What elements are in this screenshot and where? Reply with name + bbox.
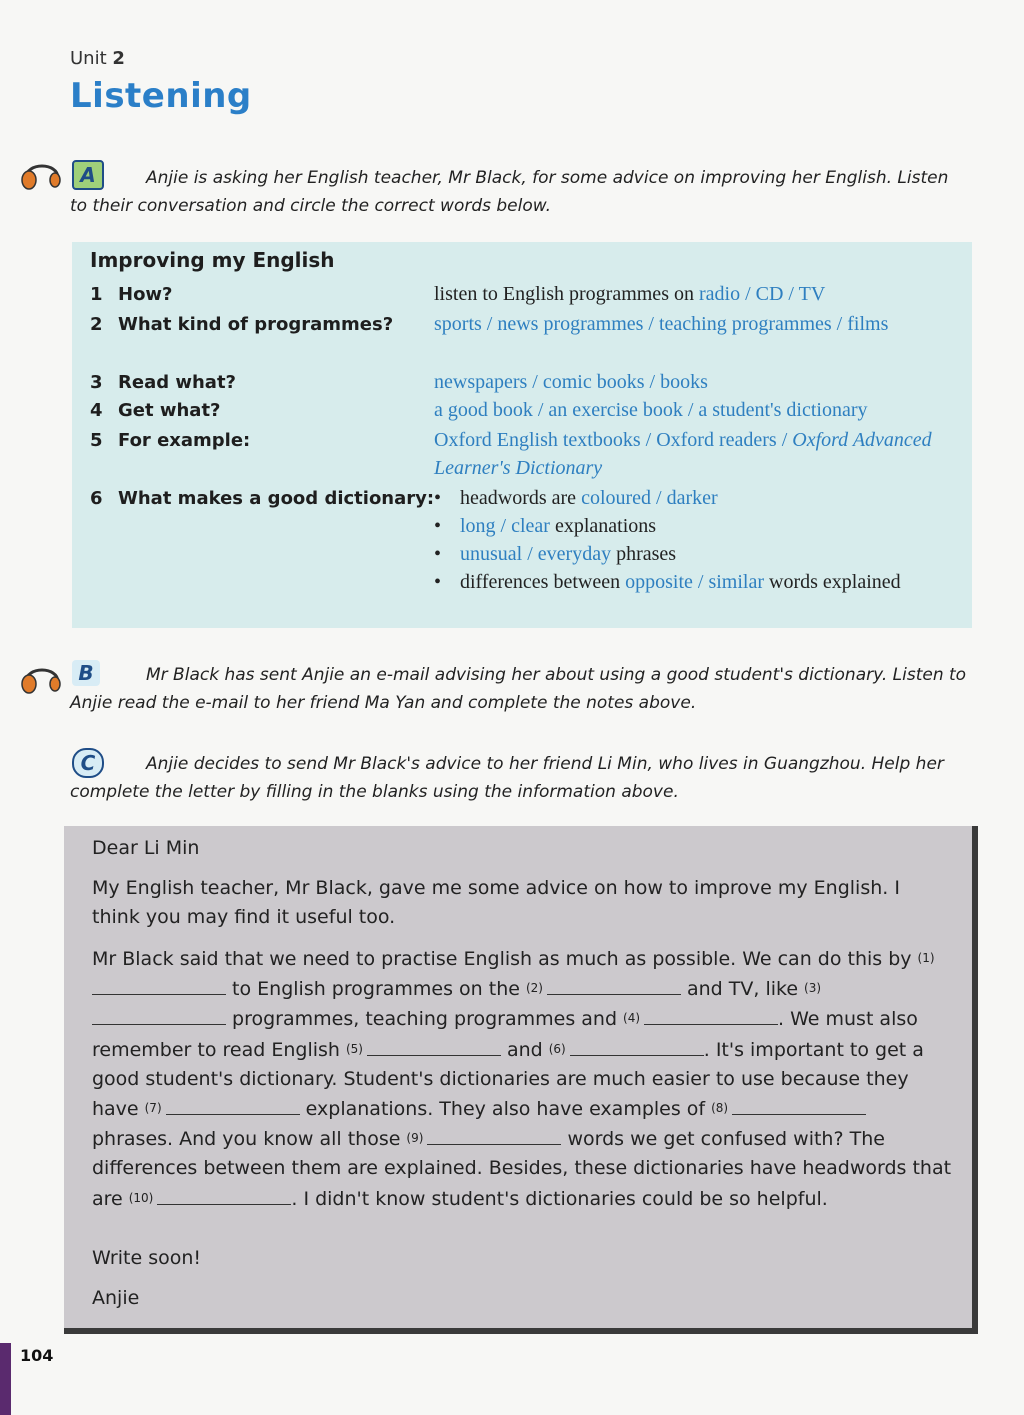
answer-3	[434, 368, 969, 396]
headphones-icon	[20, 660, 64, 696]
blank-6[interactable]	[570, 1037, 704, 1056]
section-c-badge: C	[72, 748, 104, 778]
section-title: Listening	[70, 76, 252, 116]
answer-3-options[interactable]: newspapers / comic books / books	[434, 371, 708, 393]
letter-paragraph-1: My English teacher, Mr Black, gave me some advice on how to improve my English. I think you may find it useful too.	[92, 877, 900, 929]
blank-8[interactable]	[732, 1096, 866, 1115]
answer-2-options[interactable]: sports / news programmes / teaching programmes / films	[434, 313, 889, 335]
question-4: 4 Get what?	[90, 400, 221, 421]
answer-5-options-italic[interactable]: Oxford Advanced Learner's Dictionary	[434, 429, 932, 479]
section-b-instruction	[70, 661, 970, 717]
section-a-badge: A	[72, 160, 104, 190]
page-tab	[0, 1343, 11, 1415]
bullet-3: • unusual / everyday phrases	[434, 543, 677, 565]
page-number: 104	[20, 1346, 54, 1365]
bullet-4: • differences between opposite / similar words explained	[434, 571, 901, 593]
answer-4-options[interactable]: a good book / an exercise book / a student's dictionary	[434, 399, 868, 421]
letter-box	[64, 826, 978, 1334]
question-2: 2 What kind of programmes?	[90, 314, 394, 335]
answer-1-options[interactable]: radio / CD / TV	[698, 283, 826, 305]
blank-4[interactable]	[644, 1006, 778, 1025]
answer-2	[434, 310, 969, 338]
section-c-text: Anjie decides to send Mr Black's advice to her friend Li Min, who lives in Guangzhou. Help her complete the letter by filling in the blanks using the information above.	[70, 754, 944, 802]
blank-9[interactable]	[427, 1126, 561, 1145]
question-5: 5 For example:	[90, 430, 251, 451]
question-6: 6 What makes a good dictionary:	[90, 488, 435, 509]
blank-7[interactable]	[166, 1096, 300, 1115]
blank-3[interactable]	[92, 1006, 226, 1025]
unit-label	[70, 48, 125, 69]
letter-greeting: Dear Li Min	[92, 837, 200, 859]
letter-signature: Anjie	[92, 1287, 140, 1309]
answer-5	[434, 426, 969, 482]
blank-2[interactable]	[547, 976, 681, 995]
bullet-1: • headwords are coloured / darker	[434, 487, 718, 509]
letter-paragraph-2: Mr Black said that we need to practise English as much as possible. We can do this by (1) to English programmes on the (2) and TV, like (3) programmes, teaching programmes and (4) . We must also remember to read English (5) and (6) . It's important to get a good student's dictionary. Student's dictionaries are much easier to use because they have (7) explanations. They also have examples of (8) phrases. And you know all those (9) words we get confused with? The differences between them are explained. Besides, these dictionaries have headwords that are (10) . I didn't know student's dictionaries could be so helpful.	[92, 948, 952, 1210]
headphones-icon	[20, 156, 64, 192]
question-3: 3 Read what?	[90, 372, 237, 393]
section-c-instruction	[70, 750, 970, 806]
section-b-badge: B	[72, 660, 100, 686]
bullet-1-options[interactable]: coloured / darker	[581, 487, 718, 509]
letter-closing: Write soon!	[92, 1247, 202, 1269]
blank-10[interactable]	[157, 1186, 291, 1205]
bullet-3-options[interactable]: unusual / everyday	[460, 543, 612, 565]
answer-4	[434, 396, 969, 424]
blank-5[interactable]	[367, 1037, 501, 1056]
section-a-text: Anjie is asking her English teacher, Mr Black, for some advice on improving her English. Listen to their conversation and circle the correct words below.	[70, 168, 949, 216]
section-a-instruction	[70, 164, 970, 220]
notes-box	[72, 242, 972, 628]
bullet-2: • long / clear explanations	[434, 515, 657, 537]
bullet-4-options[interactable]: opposite / similar	[625, 571, 764, 593]
blank-1[interactable]	[92, 976, 226, 995]
answer-1: listen to English programmes on radio / CD / TV	[434, 283, 826, 305]
section-b-text: Mr Black has sent Anjie an e-mail advising her about using a good student's dictionary. Listen to Anjie read the e-mail to her friend Ma Yan and complete the notes above.	[70, 665, 967, 713]
question-1: 1 How?	[90, 284, 173, 305]
answer-5-options[interactable]: Oxford English textbooks / Oxford readers /	[434, 429, 788, 451]
unit-number: 2	[112, 48, 125, 69]
unit-prefix: Unit	[70, 48, 107, 69]
notes-heading: Improving my English	[90, 248, 335, 272]
bullet-2-options[interactable]: long / clear	[460, 515, 550, 537]
